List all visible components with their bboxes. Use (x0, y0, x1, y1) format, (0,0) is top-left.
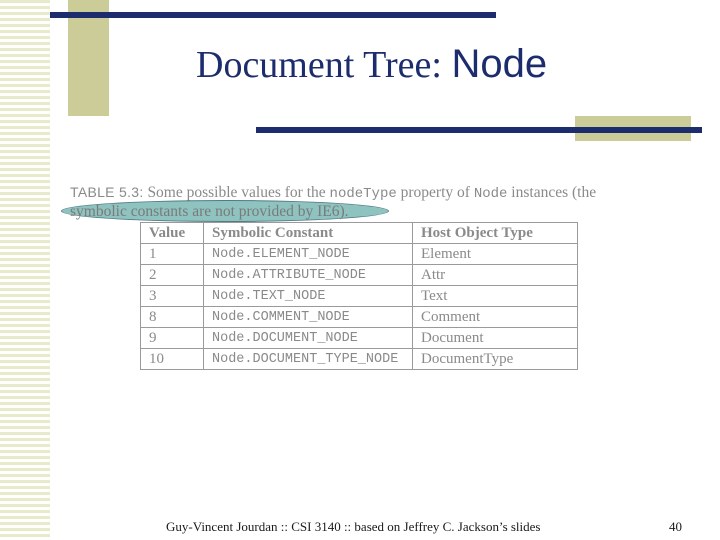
cell-host-object-type: Document (413, 328, 578, 349)
caption-text-b: property of (396, 184, 474, 201)
table-label: TABLE 5.3: (70, 184, 144, 200)
decorative-stripes (0, 0, 50, 540)
header-host-object-type: Host Object Type (413, 223, 578, 244)
cell-symbolic-constant: Node.COMMENT_NODE (204, 307, 413, 328)
cell-value: 9 (141, 328, 204, 349)
table-row (141, 286, 578, 307)
cell-symbolic-constant: Node.ATTRIBUTE_NODE (204, 265, 413, 286)
slide-title-main: Document Tree: (196, 44, 452, 86)
node-type-table (140, 222, 578, 370)
caption-text-a: Some possible values for the (143, 184, 330, 201)
caption-code-node: Node (473, 186, 508, 202)
decorative-bar-top (50, 12, 496, 18)
table-row (141, 265, 578, 286)
slide-title-node: Node (451, 42, 548, 86)
cell-value: 10 (141, 349, 204, 370)
caption-code-nodetype: nodeType (329, 186, 397, 202)
cell-symbolic-constant: Node.ELEMENT_NODE (204, 244, 413, 265)
cell-value: 2 (141, 265, 204, 286)
cell-value: 1 (141, 244, 204, 265)
cell-host-object-type: Attr (413, 265, 578, 286)
header-value: Value (141, 223, 204, 244)
caption-line2: symbolic constants are not provided by IE6). (70, 203, 349, 220)
table-row (141, 349, 578, 370)
cell-host-object-type: Comment (413, 307, 578, 328)
table-header-row (141, 223, 578, 244)
cell-host-object-type: Text (413, 286, 578, 307)
slide-footer: Guy-Vincent Jourdan :: CSI 3140 :: based on Jeffrey C. Jackson’s slides (166, 519, 541, 534)
table-row (141, 307, 578, 328)
page-number: 40 (669, 519, 682, 534)
cell-value: 8 (141, 307, 204, 328)
cell-host-object-type: Element (413, 244, 578, 265)
header-symbolic-constant: Symbolic Constant (204, 223, 413, 244)
cell-value: 3 (141, 286, 204, 307)
table-row (141, 244, 578, 265)
cell-symbolic-constant: Node.DOCUMENT_NODE (204, 328, 413, 349)
caption-text-c: instances (the (507, 184, 597, 201)
cell-symbolic-constant: Node.TEXT_NODE (204, 286, 413, 307)
slide-title (196, 44, 547, 84)
cell-symbolic-constant: Node.DOCUMENT_TYPE_NODE (204, 349, 413, 370)
table-row (141, 328, 578, 349)
cell-host-object-type: DocumentType (413, 349, 578, 370)
decorative-bar-right (256, 127, 702, 133)
table-caption (70, 182, 670, 205)
